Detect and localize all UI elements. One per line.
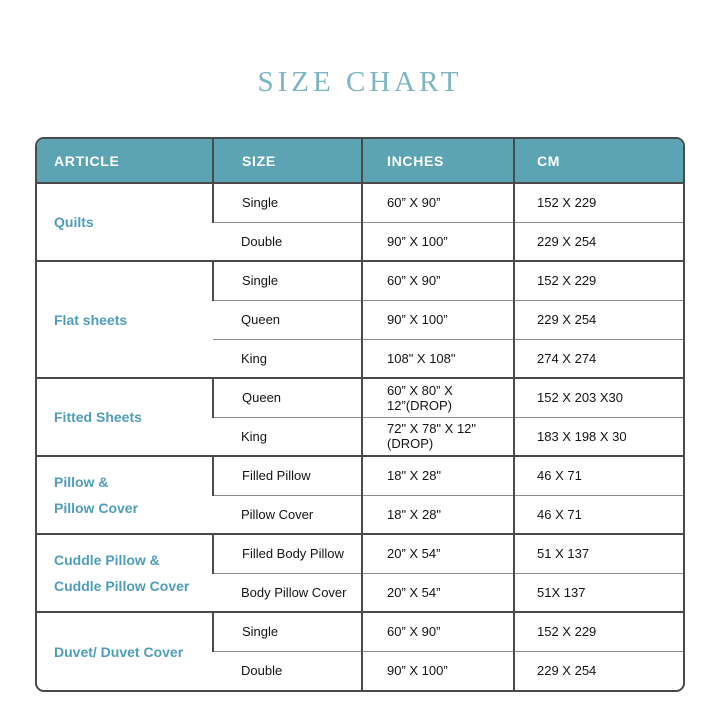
column-header-size: SIZE [213, 139, 362, 183]
table-row [37, 612, 683, 651]
size-cell: Body Pillow Cover [213, 573, 362, 612]
table-row [37, 261, 683, 300]
cm-cell: 152 X 229 [514, 183, 683, 222]
column-header-inches: INCHES [362, 139, 514, 183]
inches-cell: 60” X 90” [362, 183, 514, 222]
inches-cell: 72" X 78" X 12"(DROP) [362, 417, 514, 456]
size-cell: Double [213, 651, 362, 690]
size-cell: Queen [213, 378, 362, 417]
size-cell: Single [213, 612, 362, 651]
article-cell-pillow [37, 456, 213, 534]
cm-cell: 274 X 274 [514, 339, 683, 378]
header-row [37, 139, 683, 183]
inches-cell: 18" X 28" [362, 456, 514, 495]
size-cell: King [213, 339, 362, 378]
cm-cell: 229 X 254 [514, 222, 683, 261]
table-row [37, 456, 683, 495]
inches-cell: 20” X 54” [362, 534, 514, 573]
cm-cell: 51 X 137 [514, 534, 683, 573]
page-title: SIZE CHART [257, 66, 463, 98]
article-cell-duvet [37, 612, 213, 690]
cm-cell: 152 X 203 X30 [514, 378, 683, 417]
column-header-cm: CM [514, 139, 683, 183]
size-cell: Filled Pillow [213, 456, 362, 495]
article-label: Flat sheets [54, 311, 128, 328]
article-label: Pillow & [54, 474, 109, 490]
size-cell: Pillow Cover [213, 495, 362, 534]
inches-cell: 90” X 100” [362, 222, 514, 261]
table-header [37, 139, 683, 183]
cm-cell: 51X 137 [514, 573, 683, 612]
size-cell: Single [213, 183, 362, 222]
article-label: Quilts [54, 214, 94, 230]
cm-cell: 229 X 254 [514, 651, 683, 690]
article-cell-fitted-sheets [37, 378, 213, 456]
size-cell: Double [213, 222, 362, 261]
size-chart-table [35, 137, 685, 692]
cm-cell: 229 X 254 [514, 300, 683, 339]
article-label: Cuddle Pillow & [54, 552, 160, 568]
inches-cell: 60” X 90” [362, 612, 514, 651]
size-cell: King [213, 417, 362, 456]
column-header-article: ARTICLE [37, 139, 213, 183]
article-label: Fitted Sheets [54, 409, 142, 425]
article-label: Duvet/ Duvet Cover [54, 643, 184, 660]
cm-cell: 152 X 229 [514, 612, 683, 651]
cm-cell: 46 X 71 [514, 456, 683, 495]
article-cell-quilts [37, 183, 213, 261]
inches-cell: 18" X 28" [362, 495, 514, 534]
inches-cell: 90” X 100” [362, 300, 514, 339]
size-cell: Queen [213, 300, 362, 339]
size-cell: Single [213, 261, 362, 300]
table-row [37, 378, 683, 417]
cm-cell: 46 X 71 [514, 495, 683, 534]
inches-cell: 60” X 80” X 12”(DROP) [362, 378, 514, 417]
article-label: Cuddle Pillow Cover [54, 578, 190, 594]
inches-cell: 60” X 90” [362, 261, 514, 300]
article-label: Pillow Cover [54, 500, 139, 516]
cm-cell: 183 X 198 X 30 [514, 417, 683, 456]
table-row [37, 183, 683, 222]
size-table [37, 139, 683, 690]
article-cell-flat-sheets [37, 261, 213, 378]
article-cell-cuddle-pillow [37, 534, 213, 612]
size-cell: Filled Body Pillow [213, 534, 362, 573]
inches-cell: 20” X 54” [362, 573, 514, 612]
table-row [37, 534, 683, 573]
cm-cell: 152 X 229 [514, 261, 683, 300]
inches-cell: 90” X 100” [362, 651, 514, 690]
inches-cell: 108" X 108" [362, 339, 514, 378]
